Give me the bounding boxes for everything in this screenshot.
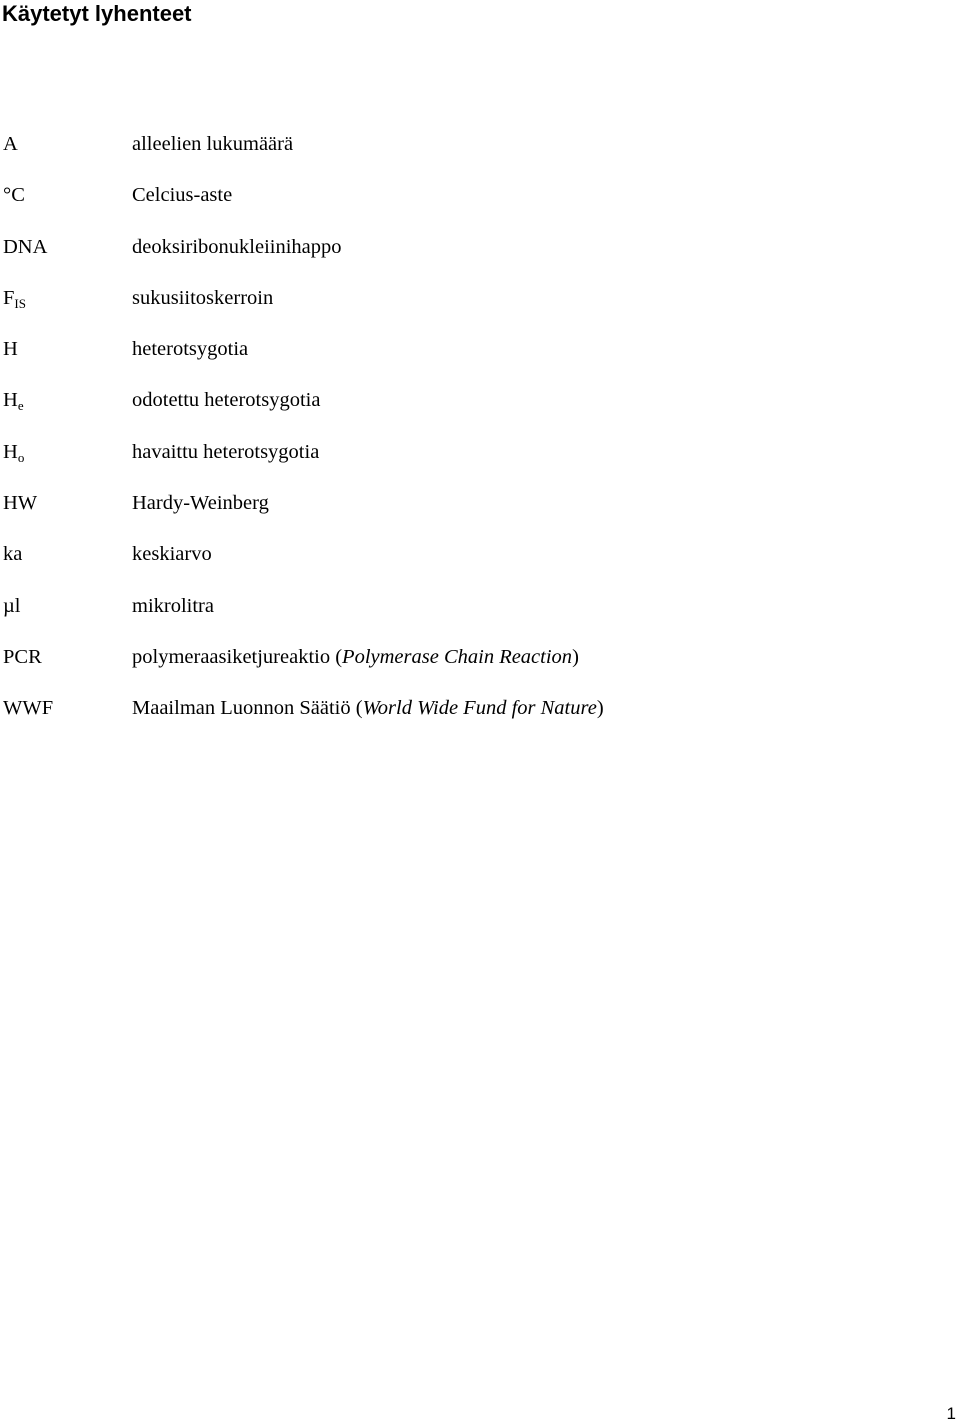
definition: Celcius-aste <box>132 184 233 207</box>
abbreviation: H <box>3 338 18 361</box>
abbreviation: µl <box>3 594 21 617</box>
definition-english: World Wide Fund for Nature <box>362 697 597 720</box>
list-item <box>0 693 960 744</box>
list-item <box>0 385 960 436</box>
definition: alleelien lukumäärä <box>132 133 294 155</box>
list-item <box>0 334 960 385</box>
abbreviation-list <box>0 129 960 745</box>
definition <box>132 642 579 672</box>
abbreviation: ka <box>3 543 23 566</box>
abbreviation-main: H <box>3 440 18 463</box>
definition-english: Polymerase Chain Reaction <box>342 645 573 668</box>
definition-close: ) <box>596 697 604 720</box>
abbreviation: DNA <box>3 235 48 258</box>
abbreviation <box>3 385 24 415</box>
definition: keskiarvo <box>132 543 212 566</box>
definition: odotettu heterotsygotia <box>132 389 321 412</box>
abbreviation: WWF <box>3 697 54 720</box>
list-item <box>0 642 960 693</box>
abbreviation-subscript: o <box>17 449 25 465</box>
list-item <box>0 488 960 539</box>
definition-close: ) <box>572 645 579 668</box>
abbreviation-subscript: e <box>17 398 24 414</box>
definition: heterotsygotia <box>132 338 249 361</box>
definition: Hardy-Weinberg <box>132 492 269 515</box>
list-item <box>0 437 960 488</box>
abbreviation-main: F <box>3 286 15 309</box>
list-item <box>0 180 960 231</box>
list-item <box>0 232 960 283</box>
definition: mikrolitra <box>132 594 214 617</box>
abbreviation: HW <box>3 492 38 515</box>
definition: deoksiribonukleiinihappo <box>132 235 342 258</box>
page-number: 1 <box>946 1404 956 1423</box>
abbreviation <box>3 283 26 313</box>
abbreviation-main: H <box>3 389 18 412</box>
definition-text: polymeraasiketjureaktio ( <box>132 645 343 668</box>
abbreviation: A <box>3 133 18 155</box>
list-item <box>0 539 960 590</box>
list-item <box>0 129 960 180</box>
definition: sukusiitoskerroin <box>132 286 274 309</box>
list-item <box>0 283 960 334</box>
abbreviation: PCR <box>3 645 42 668</box>
abbreviation-subscript: IS <box>14 295 26 311</box>
definition-text: Maailman Luonnon Säätiö ( <box>132 697 363 720</box>
abbreviation <box>3 437 24 467</box>
definition <box>132 693 604 723</box>
definition: havaittu heterotsygotia <box>132 440 320 463</box>
list-item <box>0 591 960 642</box>
abbreviation: °C <box>3 184 25 207</box>
page-title: Käytetyt lyhenteet <box>2 1 192 26</box>
